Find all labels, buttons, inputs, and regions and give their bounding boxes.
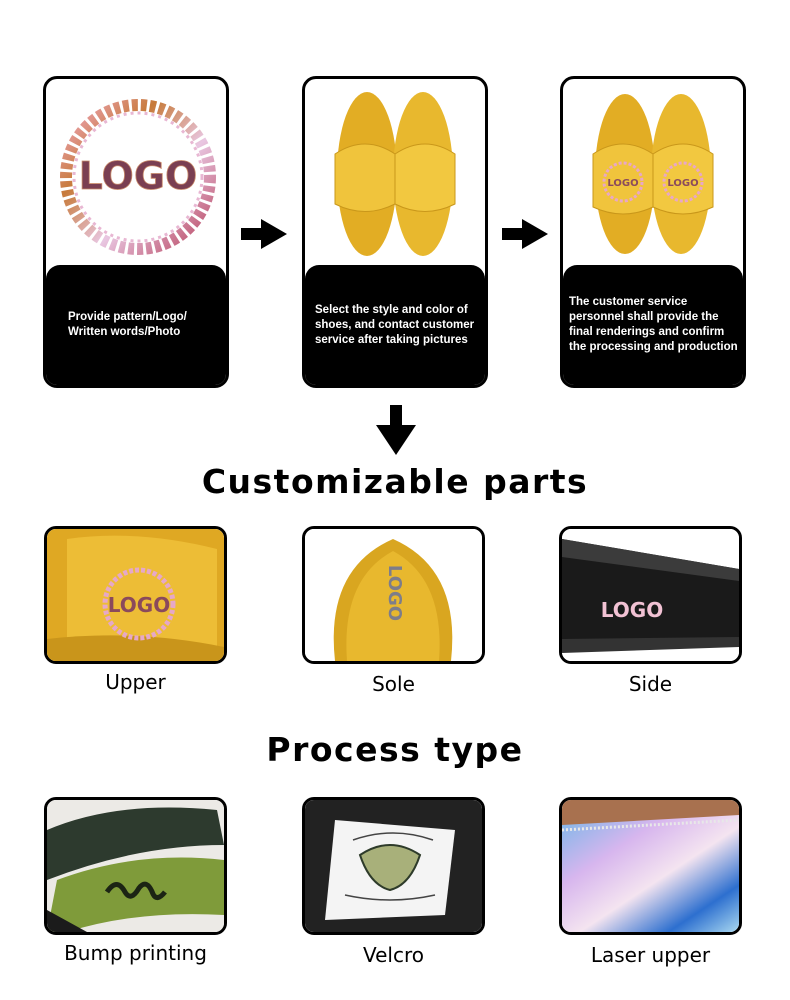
velcro-label: Velcro xyxy=(362,943,424,967)
step-caption-1: Provide pattern/Logo/ Written words/Photo xyxy=(46,265,226,385)
laser-upper-photo xyxy=(559,797,742,935)
step-card-1 xyxy=(43,76,229,388)
upper-photo xyxy=(44,526,227,664)
side-label: Side xyxy=(628,672,673,696)
logo-circle-image xyxy=(46,79,226,269)
sole-photo xyxy=(302,526,485,664)
yellow-slides-image xyxy=(305,79,485,269)
velcro-photo xyxy=(302,797,485,935)
logo-text: LOGO xyxy=(78,154,198,198)
laser-upper-label: Laser upper xyxy=(590,943,711,967)
process-type-title: Process type xyxy=(266,730,524,769)
svg-text:LOGO: LOGO xyxy=(600,598,664,622)
bump-printing-photo xyxy=(44,797,227,935)
sole-label: Sole xyxy=(372,672,415,696)
upper-label: Upper xyxy=(105,670,166,694)
step-caption-3: The customer service personnel shall provide the final renderings and confirm the processing and production xyxy=(563,265,743,385)
bump-printing-label: Bump printing xyxy=(64,941,207,965)
step-caption-2: Select the style and color of shoes, and contact customer service after taking pictures xyxy=(305,265,485,385)
side-photo xyxy=(559,526,742,664)
svg-text:LOGO: LOGO xyxy=(384,564,405,622)
logo-text: LOGO xyxy=(667,178,699,189)
svg-text:LOGO: LOGO xyxy=(107,593,171,617)
logo-text: LOGO xyxy=(607,178,639,189)
step-card-2 xyxy=(302,76,488,388)
yellow-slides-logo-image xyxy=(563,79,743,269)
step-card-3 xyxy=(560,76,746,388)
customizable-parts-title: Customizable parts xyxy=(201,462,589,501)
